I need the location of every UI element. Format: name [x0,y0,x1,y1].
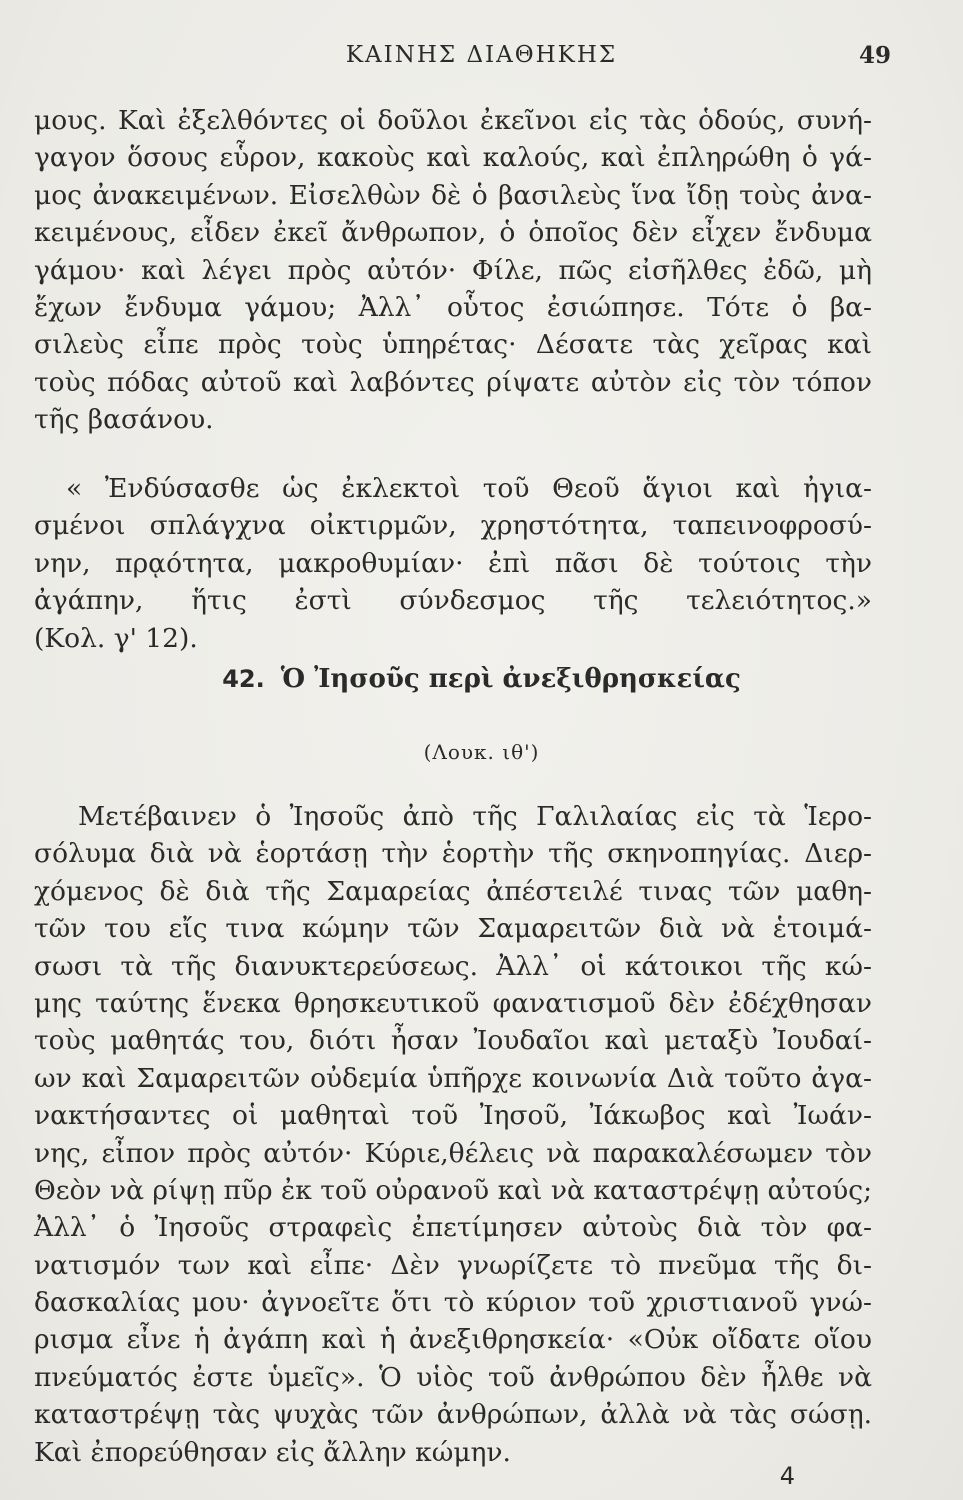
text-line: « Ἐνδύσασθε ὡς ἐκλεκτοὶ τοῦ Θεοῦ ἅγιοι καὶ ἠγια- [66,473,872,504]
section-heading [0,664,963,704]
text-line: μους. Καὶ ἐξελθόντες οἱ δοῦλοι ἐκεῖνοι εἰς τὰς ὁδούς, συνή- [34,105,872,136]
text-line: ἔχων ἔνδυμα γάμου; Ἀλλ᾽ οὗτος ἐσιώπησε. Τότε ὁ βα- [34,291,872,323]
text-line: μος ἀνακειμένων. Εἰσελθὼν δὲ ὁ βασιλεὺς ἵνα ἴδῃ τοὺς ἀνα- [34,179,872,211]
paragraph-quotation [34,470,872,657]
text-line: Θεὸν νὰ ρίψῃ πῦρ ἐκ τοῦ οὐρανοῦ καὶ νὰ καταστρέψῃ αὐτούς; [34,1174,872,1206]
page-number: 49 [858,42,891,69]
section-number: 42. [222,665,265,693]
text-line: νην, πρᾳότητα, μακροθυμίαν· ἐπὶ πᾶσι δὲ τούτοις τὴν [34,547,872,579]
section-title: Ὁ Ἰησοῦς περὶ ἀνεξιθρησκείας [280,664,741,694]
text-line: νης, εἶπον πρὸς αὐτόν· Κύριε,θέλεις νὰ παρακαλέσωμεν τὸν [34,1137,872,1169]
text-line: γάμου· καὶ λέγει πρὸς αὐτόν· Φίλε, πῶς εἰσῆλθες ἐδῶ, μὴ [34,254,872,286]
text-line: νατισμόν των καὶ εἶπε· Δὲν γνωρίζετε τὸ πνεῦμα τῆς δι- [34,1249,872,1281]
scripture-reference: (Λουκ. ιθ') [423,740,540,764]
text-line: ἀγάπην, ἥτις ἐστὶ σύνδεσμος τῆς τελειότητος.» [34,585,872,617]
text-line: κειμένους, εἶδεν ἐκεῖ ἄνθρωπον, ὁ ὁποῖος δὲν εἶχεν ἔνδυμα [34,217,872,249]
text-line: σόλυμα διὰ νὰ ἑορτάσῃ τὴν ἑορτὴν τῆς σκηνοπηγίας. Διερ- [34,838,872,870]
running-title: ΚΑΙΝΗΣ ΔΙΑΘΗΚΗΣ [345,42,618,68]
text-line: τῆς βασάνου. [34,404,214,436]
paragraph-story [34,798,872,1471]
text-line: Ἀλλ᾽ ὁ Ἰησοῦς στραφεὶς ἐπετίμησεν αὐτοὺς διὰ τὸν φα- [34,1212,872,1244]
text-line: τοὺς πόδας αὐτοῦ καὶ λαβόντες ρίψατε αὐτὸν εἰς τὸν τόπον [34,366,872,398]
text-line: Καὶ ἐπορεύθησαν εἰς ἄλλην κώμην. [34,1436,511,1468]
text-line: καταστρέψῃ τὰς ψυχὰς τῶν ἀνθρώπων, ἀλλὰ νὰ τὰς σώσῃ. [34,1399,872,1431]
text-line: γαγον ὅσους εὗρον, κακοὺς καὶ καλούς, καὶ ἐπληρώθη ὁ γά- [34,142,872,174]
page-header [0,42,963,76]
text-line: Μετέβαινεν ὁ Ἰησοῦς ἀπὸ τῆς Γαλιλαίας εἰς τὰ Ἱερο- [78,801,872,832]
text-line: σωσι τὰ τῆς διανυκτερεύσεως. Ἀλλ᾽ οἱ κάτοικοι τῆς κώ- [34,950,872,982]
text-line: χόμενος δὲ διὰ τῆς Σαμαρείας ἀπέστειλέ τινας τῶν μαθη- [34,875,872,907]
text-line: σιλεὺς εἶπε πρὸς τοὺς ὑπηρέτας· Δέσατε τὰς χεῖρας καὶ [34,329,872,361]
text-line: δασκαλίας μου· ἀγνοεῖτε ὅτι τὸ κύριον τοῦ χριστιανοῦ γνώ- [34,1287,872,1319]
text-line: (Κολ. γ' 12). [34,622,198,654]
text-line: ων καὶ Σαμαρειτῶν οὐδεμία ὑπῆρχε κοινωνία Διὰ τοῦτο ἀγα- [34,1062,872,1094]
paragraph-parable-ending [34,102,872,439]
text-line: τῶν του εἴς τινα κώμην τῶν Σαμαρειτῶν διὰ νὰ ἑτοιμά- [34,913,872,945]
text-line: ρισμα εἶνε ἡ ἀγάπη καὶ ἡ ἀνεξιθρησκεία· «Οὐκ οἴδατε οἵου [34,1324,872,1356]
signature-mark: 4 [779,1462,795,1490]
text-line: νακτήσαντες οἱ μαθηταὶ τοῦ Ἰησοῦ, Ἰάκωβος καὶ Ἰωάν- [34,1100,872,1132]
text-line: σμένοι σπλάγχνα οἰκτιρμῶν, χρηστότητα, ταπεινοφροσύ- [34,510,872,542]
text-line: πνεύματός ἐστε ὑμεῖς». Ὁ υἱὸς τοῦ ἀνθρώπου δὲν ἦλθε νὰ [34,1361,872,1393]
text-line: μης ταύτης ἕνεκα θρησκευτικοῦ φανατισμοῦ δὲν ἐδέχθησαν [34,987,872,1019]
text-line: τοὺς μαθητάς του, διότι ἦσαν Ἰουδαῖοι καὶ μεταξὺ Ἰουδαί- [34,1025,872,1057]
